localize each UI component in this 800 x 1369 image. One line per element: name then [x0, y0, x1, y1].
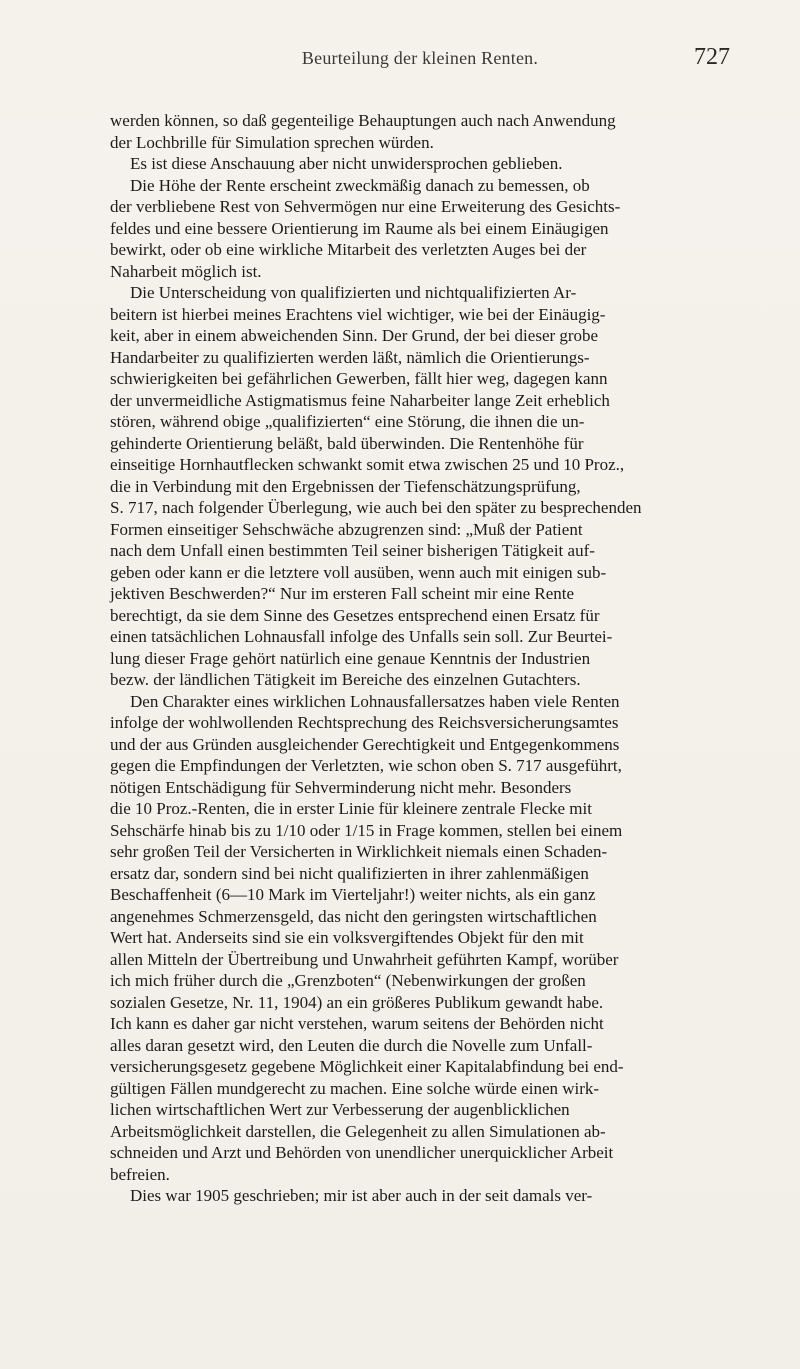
- page-number: 727: [694, 44, 730, 70]
- text-line: und der aus Gründen ausgleichender Gerechtigkeit und Entgegenkommens: [110, 734, 620, 754]
- text-line: bewirkt, oder ob eine wirkliche Mitarbeit des verletzten Auges bei der: [110, 240, 587, 259]
- text-line: Die Höhe der Rente erscheint zweckmäßig danach zu bemessen, ob: [130, 175, 590, 195]
- text-line: die 10 Proz.-Renten, die in erster Linie für kleinere zentrale Flecke mit: [110, 799, 592, 818]
- text-line: Beschaffenheit (6—10 Mark im Vierteljahr!) weiter nichts, als ein ganz: [110, 885, 596, 904]
- text-line: keit, aber in einem abweichenden Sinn. Der Grund, der bei dieser grobe: [110, 326, 599, 345]
- text-line: infolge der wohlwollenden Rechtsprechung des Reichsversicherungsamtes: [110, 713, 619, 732]
- text-line: einen tatsächlichen Lohnausfall infolge des Unfalls sein soll. Zur Beurtei-: [110, 627, 613, 646]
- text-line: der Lochbrille für Simulation sprechen würden.: [110, 132, 434, 152]
- text-line: berechtigt, da sie dem Sinne des Gesetzes entsprechend einen Ersatz für: [110, 605, 600, 625]
- text-line: schwierigkeiten bei gefährlichen Gewerben, fällt hier weg, dagegen kann: [110, 369, 608, 388]
- text-line: nach dem Unfall einen bestimmten Teil seiner bisherigen Tätigkeit auf-: [110, 541, 595, 560]
- text-line: Formen einseitiger Sehschwäche abzugrenzen sind: „Muß der Patient: [110, 519, 583, 539]
- text-line: werden können, so daß gegenteilige Behauptungen auch nach Anwendung: [110, 111, 616, 130]
- text-line: lung dieser Frage gehört natürlich eine genaue Kenntnis der Industrien: [110, 648, 591, 668]
- text-line: feldes und eine bessere Orientierung im Raume als bei einem Einäugigen: [110, 218, 609, 238]
- text-line: Den Charakter eines wirklichen Lohnausfallersatzes haben viele Renten: [130, 691, 620, 711]
- running-header: [110, 44, 730, 86]
- text-line: Handarbeiter zu qualifizierten werden läßt, nämlich die Orientierungs-: [110, 347, 590, 367]
- text-line: ersatz dar, sondern sind bei nicht qualifizierten in ihrer zahlenmäßigen: [110, 863, 589, 883]
- text-line: Die Unterscheidung von qualifizierten und nichtqualifizierten Ar-: [130, 283, 577, 302]
- text-line: beitern ist hierbei meines Erachtens viel wichtiger, wie bei der Einäugig-: [110, 304, 606, 324]
- text-line: Wert hat. Anderseits sind sie ein volksvergiftendes Objekt für den mit: [110, 928, 584, 947]
- text-line: sehr großen Teil der Versicherten in Wirklichkeit niemals einen Schaden-: [110, 842, 608, 861]
- text-line: gehinderte Orientierung beläßt, bald überwinden. Die Rentenhöhe für: [110, 433, 584, 453]
- text-line: Arbeitsmöglichkeit darstellen, die Gelegenheit zu allen Simulationen ab-: [110, 1121, 606, 1141]
- text-line: geben oder kann er die letztere voll ausüben, wenn auch mit einigen sub-: [110, 562, 607, 582]
- text-line: bezw. der ländlichen Tätigkeit im Bereiche des einzelnen Gutachters.: [110, 670, 581, 689]
- text-line: angenehmes Schmerzensgeld, das nicht den geringsten wirtschaftlichen: [110, 906, 597, 926]
- text-line: S. 717, nach folgender Überlegung, wie auch bei den später zu besprechenden: [110, 498, 642, 517]
- text-line: jektiven Beschwerden?“ Nur im ersteren Fall scheint mir eine Rente: [110, 584, 575, 603]
- text-line: Es ist diese Anschauung aber nicht unwidersprochen geblieben.: [130, 154, 563, 173]
- text-line: versicherungsgesetz gegebene Möglichkeit einer Kapitalabfindung bei end-: [110, 1057, 624, 1076]
- text-line: der verbliebene Rest von Sehvermögen nur eine Erweiterung des Gesichts-: [110, 197, 621, 216]
- text-line: befreien.: [110, 1164, 170, 1184]
- text-line: der unvermeidliche Astigmatismus feine Naharbeiter lange Zeit erheblich: [110, 390, 610, 410]
- text-line: Dies war 1905 geschrieben; mir ist aber auch in der seit damals ver-: [130, 1186, 593, 1205]
- text-line: Sehschärfe hinab bis zu 1/10 oder 1/15 in Frage kommen, stellen bei einem: [110, 820, 623, 840]
- text-line: gegen die Empfindungen der Verletzten, wie schon oben S. 717 ausgeführt,: [110, 756, 622, 775]
- text-line: allen Mitteln der Übertreibung und Unwahrheit geführten Kampf, worüber: [110, 949, 619, 969]
- text-line: einseitige Hornhautflecken schwankt somit etwa zwischen 25 und 10 Proz.,: [110, 455, 625, 474]
- text-line: ich mich früher durch die „Grenzboten“ (Nebenwirkungen der großen: [110, 971, 586, 990]
- text-line: sozialen Gesetze, Nr. 11, 1904) an ein größeres Publikum gewandt habe.: [110, 992, 604, 1012]
- text-line: stören, während obige „qualifizierten“ eine Störung, die ihnen die un-: [110, 412, 585, 431]
- text-line: nötigen Entschädigung für Sehverminderung nicht mehr. Besonders: [110, 777, 572, 797]
- text-line: schneiden und Arzt und Behörden von unendlicher unerquicklicher Arbeit: [110, 1143, 614, 1162]
- body-text: [110, 110, 730, 1207]
- text-line: lichen wirtschaftlichen Wert zur Verbesserung der augenblicklichen: [110, 1100, 570, 1119]
- running-title: Beurteilung der kleinen Renten.: [301, 48, 539, 68]
- text-line: gültigen Fällen mundgerecht zu machen. Eine solche würde einen wirk-: [110, 1078, 600, 1098]
- text-line: Naharbeit möglich ist.: [110, 261, 262, 281]
- text-line: Ich kann es daher gar nicht verstehen, warum seitens der Behörden nicht: [110, 1014, 604, 1033]
- text-line: alles daran gesetzt wird, den Leuten die durch die Novelle zum Unfall-: [110, 1035, 593, 1055]
- text-line: die in Verbindung mit den Ergebnissen der Tiefenschätzungsprüfung,: [110, 476, 581, 496]
